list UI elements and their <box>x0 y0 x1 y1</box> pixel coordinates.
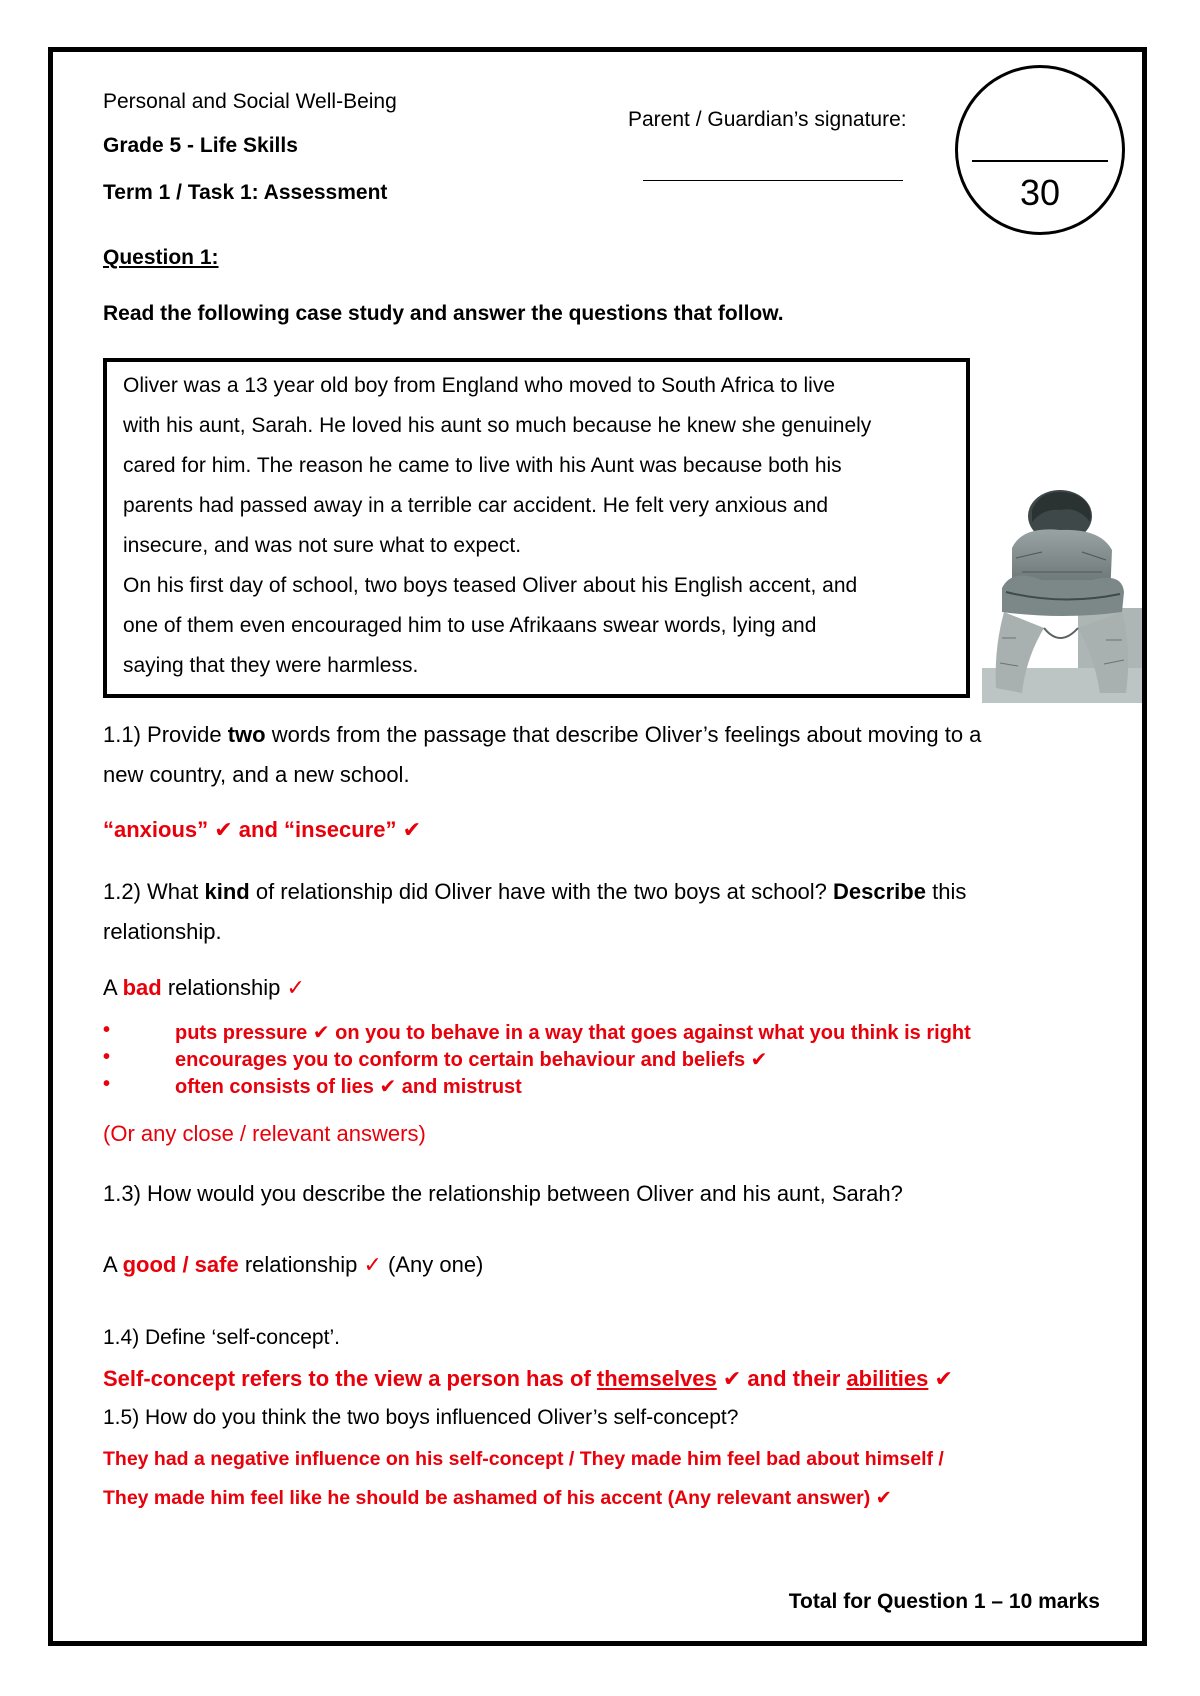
answer-1-2 <box>103 975 305 1001</box>
question-1-title: Question 1: <box>103 246 219 269</box>
answer-1-4-mid: ✔ and their <box>716 1366 847 1391</box>
answer-1-4-start: Self-concept refers to the view a person has of <box>103 1366 597 1391</box>
question-1-4: 1.4) Define ‘self-concept’. <box>103 1326 340 1349</box>
term-heading: Term 1 / Task 1: Assessment <box>103 181 388 204</box>
answer-1-4-abilities: abilities <box>846 1366 929 1391</box>
bullet-text: puts pressure ✔ on you to behave in a way that goes against what you think is right <box>175 1022 971 1044</box>
case-study-line: cared for him. The reason he came to live with his Aunt was because both his <box>123 454 842 477</box>
answer-1-3-good-safe: good / safe <box>122 1252 239 1277</box>
signature-line[interactable] <box>643 180 903 181</box>
total-for-question-1: Total for Question 1 – 10 marks <box>788 1590 1100 1613</box>
answer-1-2-a: A <box>103 975 123 1000</box>
question-1-1-line1 <box>103 722 981 748</box>
question-1-instruction: Read the following case study and answer the questions that follow. <box>103 302 784 325</box>
question-1-3: 1.3) How would you describe the relationship between Oliver and his aunt, Sarah? <box>103 1181 903 1206</box>
case-study-line: with his aunt, Sarah. He loved his aunt so much because he knew she genuinely <box>123 414 872 437</box>
case-study-line: Oliver was a 13 year old boy from England who moved to South Africa to live <box>123 374 836 397</box>
case-study-box <box>103 358 970 698</box>
signature-label: Parent / Guardian’s signature: <box>628 108 907 131</box>
tick-icon: ✓ <box>286 975 305 1000</box>
grade-heading: Grade 5 - Life Skills <box>103 134 298 157</box>
case-study-line: insecure, and was not sure what to expect. <box>123 534 522 557</box>
bullet-icon: • <box>103 1073 111 1095</box>
bullet-icon: • <box>103 1046 111 1068</box>
answer-1-3 <box>103 1252 483 1278</box>
question-1-2-prefix: 1.2) What <box>103 879 205 904</box>
bullet-text: encourages you to conform to certain behaviour and beliefs ✔ <box>175 1049 768 1071</box>
tick-icon: ✓ <box>363 1252 382 1277</box>
question-1-1-rest: words from the passage that describe Oliver’s feelings about moving to a <box>265 722 982 747</box>
question-1-2-emph-describe: Describe <box>833 879 926 904</box>
answer-1-4-themselves: themselves <box>596 1366 717 1391</box>
answer-1-3-rest: relationship <box>238 1252 364 1277</box>
question-1-2-line1 <box>103 879 966 905</box>
sad-boy-illustration <box>982 488 1142 703</box>
answer-1-1: “anxious” ✔ and “insecure” ✔ <box>103 817 422 842</box>
question-1-5: 1.5) How do you think the two boys influenced Oliver’s self-concept? <box>103 1406 739 1429</box>
question-1-1-line2: new country, and a new school. <box>103 762 410 787</box>
answer-1-4 <box>103 1366 953 1392</box>
question-1-2-emph-kind: kind <box>204 879 250 904</box>
answer-1-3-note: (Any one) <box>381 1252 484 1277</box>
question-1-1-emphasis: two <box>227 722 266 747</box>
question-1-2-mid: of relationship did Oliver have with the two boys at school? <box>249 879 834 904</box>
case-study-line: On his first day of school, two boys teased Oliver about his English accent, and <box>123 574 858 597</box>
question-1-2-suffix: this <box>925 879 967 904</box>
answer-1-2-bad: bad <box>122 975 162 1000</box>
case-study-line: one of them even encouraged him to use Afrikaans swear words, lying and <box>123 614 817 637</box>
case-study-line: parents had passed away in a terrible car accident. He felt very anxious and <box>123 494 829 517</box>
case-study-line: saying that they were harmless. <box>123 654 419 677</box>
answer-1-4-end: ✔ <box>928 1366 953 1391</box>
total-score: 30 <box>1019 172 1061 213</box>
question-1-1-prefix: 1.1) Provide <box>103 722 228 747</box>
bullet-text: often consists of lies ✔ and mistrust <box>175 1076 522 1098</box>
answer-1-5-line2: They made him feel like he should be ashamed of his accent (Any relevant answer) ✔ <box>103 1487 892 1509</box>
answer-1-3-a: A <box>103 1252 123 1277</box>
question-1-2-line2: relationship. <box>103 919 222 944</box>
answer-1-5-line1: They had a negative influence on his self-concept / They made him feel bad about himself / <box>103 1448 944 1470</box>
score-divider <box>972 160 1108 162</box>
sad-boy-sketch-icon <box>982 488 1142 703</box>
score-circle <box>955 65 1125 235</box>
subject-heading: Personal and Social Well-Being <box>103 90 397 113</box>
bullet-icon: • <box>103 1019 111 1041</box>
answer-1-2-rest: relationship <box>161 975 287 1000</box>
answer-1-2-note: (Or any close / relevant answers) <box>103 1121 426 1146</box>
